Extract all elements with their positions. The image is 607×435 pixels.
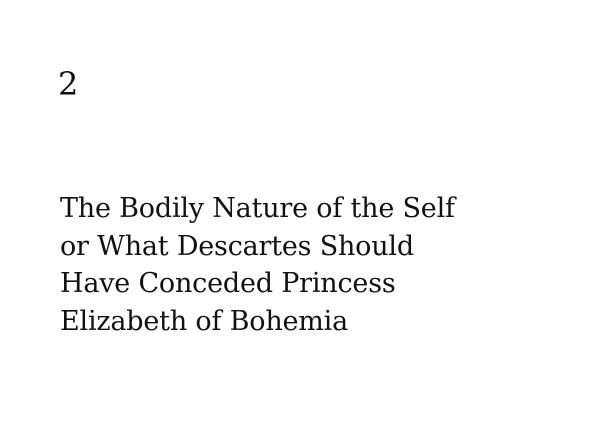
chapter-title-line: The Bodily Nature of the Self <box>60 193 455 224</box>
chapter-number: 2 <box>58 65 79 103</box>
chapter-title-line: or What Descartes Should <box>60 230 414 262</box>
chapter-title-line: Elizabeth of Bohemia <box>60 305 349 337</box>
chapter-title <box>60 190 455 340</box>
chapter-title-line: Have Conceded Princess <box>60 268 396 299</box>
